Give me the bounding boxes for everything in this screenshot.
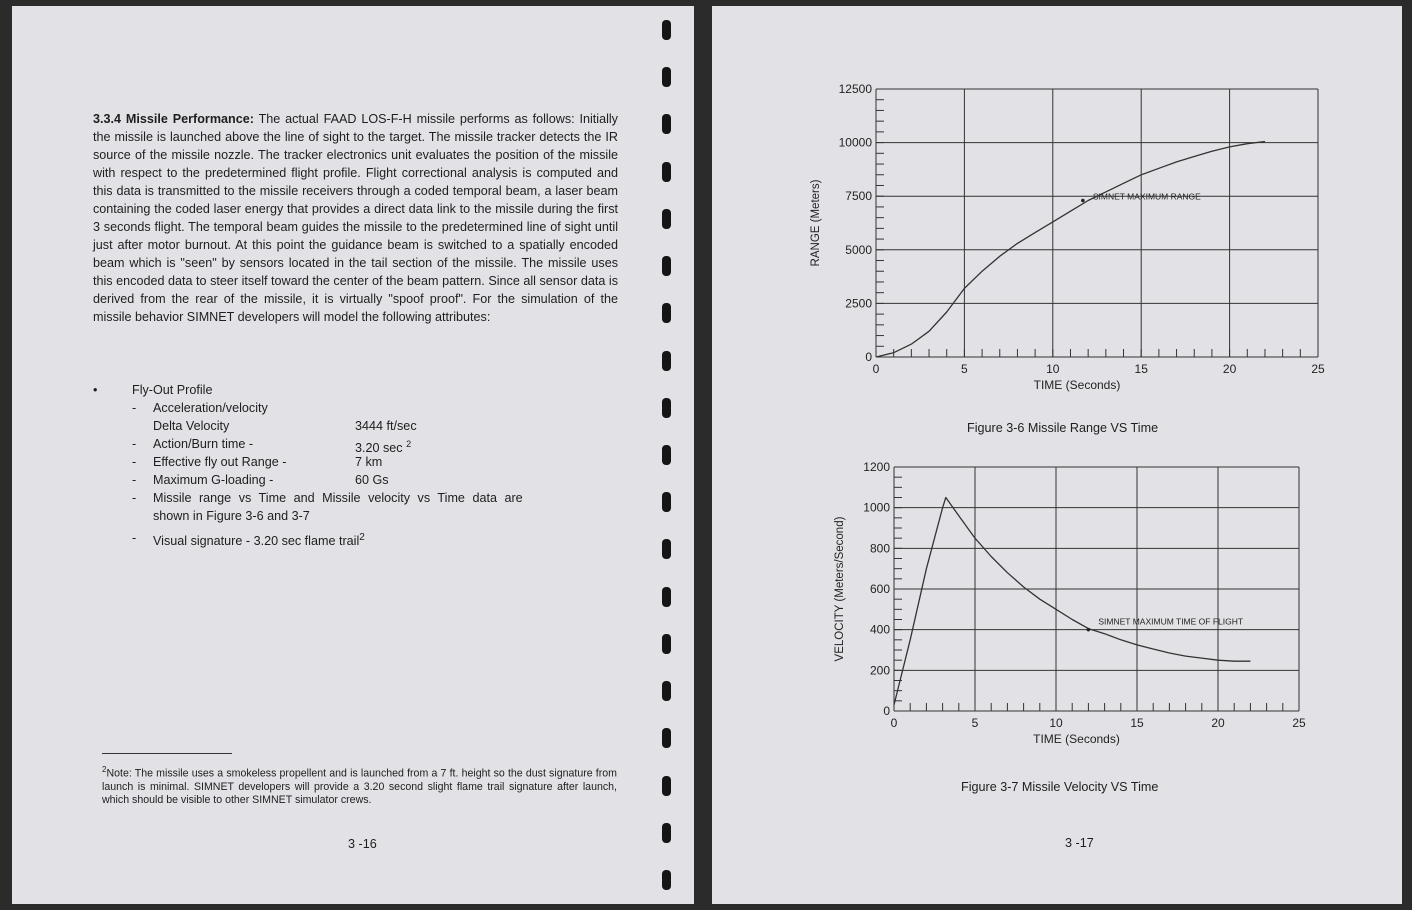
y-tick-label: 5000	[845, 242, 872, 257]
y-tick-label: 800	[869, 541, 890, 556]
right-page	[712, 6, 1402, 904]
binding-hole	[662, 398, 671, 418]
binding-hole	[662, 20, 671, 40]
y-tick-label: 200	[869, 663, 890, 678]
page-number-left: 3 -16	[348, 837, 377, 851]
binding-hole	[662, 587, 671, 607]
x-tick-label: 0	[890, 716, 898, 730]
value-delta: 3444 ft/sec	[355, 419, 417, 433]
footnote-rule	[102, 753, 232, 754]
footnote-text: Note: The missile uses a smokeless propellent and is launched from a 7 ft. height so the dust signature from launch is minimal. SIMNET developers will provide a 3.20 second slight flame trail signature after launch, which should be visible to other SIMNET simulator crews.	[102, 767, 617, 807]
y-tick-label: 12500	[838, 82, 872, 96]
x-tick-label: 25	[1292, 716, 1306, 730]
y-tick-label: 7500	[845, 189, 872, 204]
binding-hole	[662, 67, 671, 87]
x-tick-label: 25	[1311, 362, 1325, 376]
dash: -	[132, 531, 137, 545]
footnote-ref: 2	[359, 532, 365, 543]
y-tick-label: 2500	[845, 296, 872, 311]
y-axis-label: VELOCITY (Meters/Second)	[834, 516, 846, 662]
binding-holes-left	[662, 20, 674, 890]
value-range: 7 km	[355, 455, 383, 469]
x-tick-label: 0	[872, 362, 880, 376]
item-vs-line2: shown in Figure 3-6 and 3-7	[153, 509, 310, 523]
binding-hole	[662, 681, 671, 701]
x-tick-label: 20	[1222, 362, 1237, 376]
attribute-list	[90, 381, 630, 547]
binding-hole	[662, 539, 671, 559]
footnote-mark: 2	[102, 765, 107, 774]
y-tick-label: 0	[865, 350, 872, 364]
x-tick-label: 15	[1130, 716, 1144, 730]
value-g: 60 Gs	[355, 473, 389, 487]
annotation-label: SIMNET MAXIMUM TIME OF FLIGHT	[1098, 616, 1244, 627]
dash: -	[132, 437, 137, 451]
y-tick-label: 10000	[838, 135, 872, 150]
y-tick-label: 600	[869, 582, 890, 596]
binding-hole	[662, 492, 671, 512]
binding-hole	[662, 823, 671, 843]
binding-hole	[662, 870, 671, 890]
paragraph-body: The actual FAAD LOS-F-H missile performs as follows: Initially the missile is launched above the line of sight to the target. The missile tracker detects the IR source of the missile nozzle. The tracker electronics unit evaluates the position of the missile with respect to the predetermined flight profile. Flight correctional analysis is computed and this data is transmitted to the missile receivers through a coded temporal beam, a laser beam containing the coded laser energy that provides a direct data link to the missile during the first 3 seconds flight. The temporal beam guides the missile to the predetermined line of sight until just after motor burnout. At this point the guidance beam is switched to a spatially encoded beam which is "seen" by sensors located in the tail section of the missile. The missile uses this encoded data to steer itself toward the center of the beam pattern. Since all sensor data is derived from the rear of the missile, it is virtually "spoof proof". For the simulation of the missile behavior SIMNET developers will model the following attributes:	[93, 112, 618, 324]
dash: -	[132, 401, 137, 415]
bullet-title: Fly-Out Profile	[132, 383, 213, 397]
footnote-ref: 2	[406, 439, 412, 449]
binding-hole	[662, 634, 671, 654]
dash: -	[132, 473, 137, 487]
value-burn: 3.20 sec $^2$	[355, 439, 412, 456]
x-axis-label: TIME (Seconds)	[1033, 732, 1120, 746]
binding-hole	[662, 728, 671, 748]
y-tick-label: 1200	[863, 460, 890, 474]
item-delta: Delta Velocity	[153, 419, 230, 433]
binding-hole	[662, 351, 671, 371]
y-tick-label: 0	[883, 704, 890, 718]
page-number-right: 3 -17	[1065, 836, 1094, 850]
annotation-marker	[1087, 628, 1091, 632]
figure-3-7-caption: Figure 3-7 Missile Velocity VS Time	[961, 780, 1159, 794]
item-vs-line1: Missile range vs Time and Missile velocity vs Time data are	[153, 491, 523, 505]
figure-3-6-caption: Figure 3-6 Missile Range VS Time	[967, 421, 1159, 435]
y-tick-label: 400	[869, 622, 890, 637]
section-paragraph	[93, 110, 618, 326]
x-tick-label: 5	[961, 362, 968, 376]
x-tick-label: 10	[1049, 716, 1063, 730]
item-g: Maximum G-loading -	[153, 473, 274, 487]
binding-hole	[662, 256, 671, 276]
x-tick-label: 20	[1211, 716, 1225, 730]
y-tick-label: 1000	[863, 500, 890, 515]
item-range: Effective fly out Range -	[153, 455, 287, 469]
x-tick-label: 10	[1046, 362, 1060, 376]
left-page	[12, 6, 694, 904]
binding-hole	[662, 162, 671, 182]
item-accel: Acceleration/velocity	[153, 401, 268, 415]
binding-hole	[662, 209, 671, 229]
footnote	[102, 763, 617, 808]
x-axis-label: TIME (Seconds)	[1033, 378, 1121, 392]
binding-hole	[662, 445, 671, 465]
x-tick-label: 5	[971, 716, 979, 730]
x-tick-label: 15	[1134, 362, 1148, 376]
binding-hole	[662, 114, 671, 134]
binding-hole	[662, 776, 671, 796]
item-visual: Visual signature - 3.20 sec flame trail$^2$	[153, 532, 365, 549]
item-burn: Action/Burn time -	[153, 437, 254, 451]
dash: -	[132, 455, 137, 469]
dash: -	[132, 491, 137, 505]
series-line	[894, 498, 1250, 705]
bullet-marker: •	[93, 383, 98, 397]
annotation-label: SIMNET MAXIMUM RANGE	[1092, 191, 1201, 202]
binding-hole	[662, 303, 671, 323]
y-axis-label: RANGE (Meters)	[810, 179, 822, 267]
section-heading: 3.3.4 Missile Performance:	[93, 112, 254, 126]
